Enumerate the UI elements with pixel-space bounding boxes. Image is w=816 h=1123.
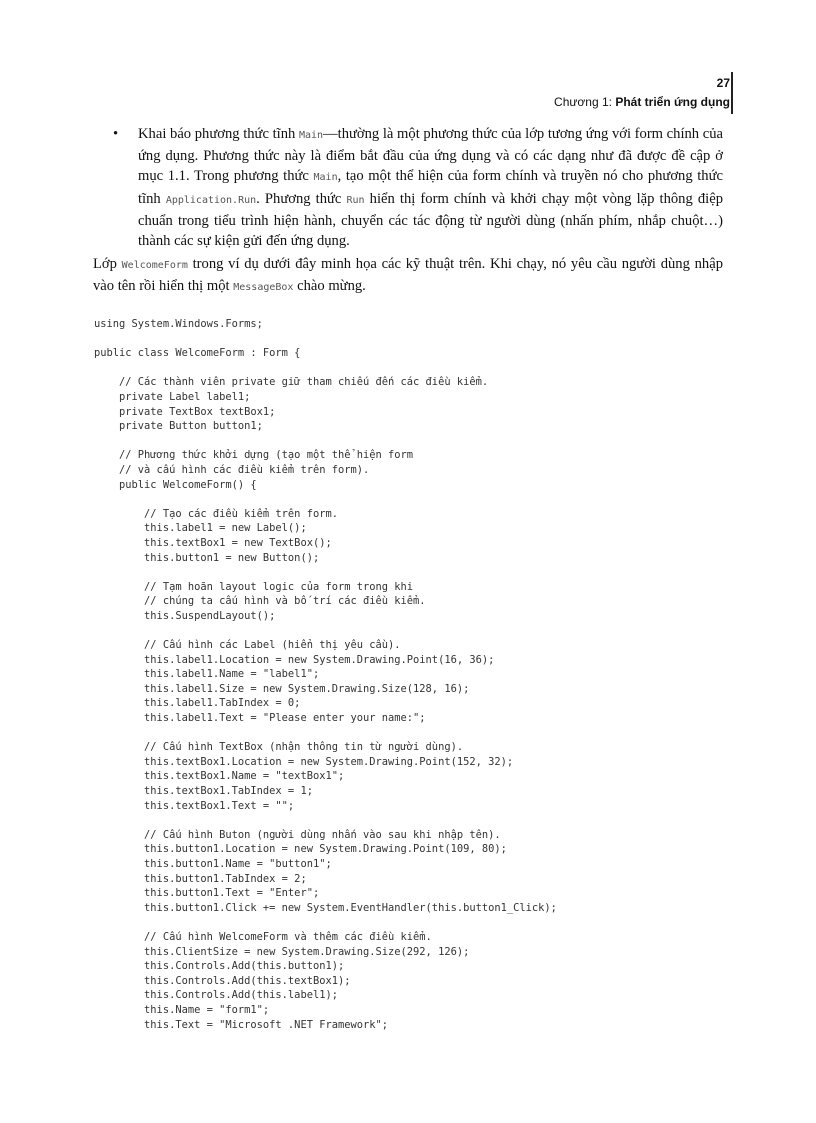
intro-paragraph — [93, 254, 723, 298]
code-line: this.Controls.Add(this.label1); — [94, 989, 338, 1002]
code-line: private TextBox textBox1; — [94, 405, 276, 418]
code-line — [94, 565, 794, 580]
inline-code: Main — [298, 130, 324, 141]
code-line: // Cấu hình Buton (người dùng nhấn vào sau khi nhập tên). — [94, 828, 501, 841]
code-line: this.ClientSize = new System.Drawing.Size(292, 126); — [94, 945, 470, 958]
code-line: this.label1.Size = new System.Drawing.Size(128, 16); — [94, 682, 470, 695]
code-line: this.textBox1.Name = "textBox1"; — [94, 770, 345, 783]
text-run: trong ví dụ dưới đây minh họa các kỹ thuật trên. Khi chạy, nó yêu cầu người dùng nhập vào tên rồi hiển thị một — [93, 256, 723, 295]
code-line — [94, 492, 794, 507]
code-line: this.label1 = new Label(); — [94, 522, 307, 535]
code-line — [94, 434, 794, 449]
code-line: // Cấu hình TextBox (nhận thông tin từ người dùng). — [94, 741, 464, 754]
code-line: this.SuspendLayout(); — [94, 609, 276, 622]
code-line: this.Name = "form1"; — [94, 1003, 270, 1016]
inline-code: WelcomeForm — [121, 260, 188, 272]
code-line: this.Text = "Microsoft .NET Framework"; — [94, 1018, 389, 1031]
code-line: public class WelcomeForm : Form { — [94, 347, 301, 360]
code-line — [94, 813, 794, 828]
code-line: public WelcomeForm() { — [94, 478, 257, 491]
code-line: this.label1.Name = "label1"; — [94, 668, 320, 681]
code-line: this.button1 = new Button(); — [94, 551, 320, 564]
chapter-heading — [554, 93, 730, 112]
text-run: hiển thị form chính và khởi chạy một vòng lặp thông điệp chuẩn trong tiểu trình hiện hành, chuyển các tác động từ người dùng (nhấn phím, nhắp chuột…) thành các sự kiện gửi đến ứng dụng. — [138, 190, 723, 250]
code-line — [94, 726, 794, 741]
text-run: chào mừng. — [293, 278, 366, 295]
code-line: this.Controls.Add(this.button1); — [94, 960, 345, 973]
code-line — [94, 332, 794, 347]
page-number: 27 — [716, 76, 730, 90]
inline-code: Main — [313, 172, 338, 184]
code-listing — [94, 317, 794, 1032]
code-line: this.textBox1.Location = new System.Drawing.Point(152, 32); — [94, 755, 514, 768]
code-line: // Tạm hoãn layout logic của form trong khi — [94, 580, 414, 593]
code-line: private Button button1; — [94, 420, 263, 433]
code-line: // Cấu hình WelcomeForm và thêm các điều kiểm. — [94, 930, 432, 943]
header-divider — [731, 72, 733, 114]
code-line: this.button1.Name = "button1"; — [94, 857, 332, 870]
code-line: this.button1.TabIndex = 2; — [94, 872, 307, 885]
text-run: Khai báo phương thức tĩnh — [138, 126, 299, 142]
code-line — [94, 361, 794, 376]
code-line: private Label label1; — [94, 390, 251, 403]
code-line: // Các thành viên private giữ tham chiếu đến các điều kiểm. — [94, 376, 489, 389]
code-line: // Cấu hình các Label (hiển thị yêu cầu). — [94, 639, 401, 652]
inline-code: MessageBox — [233, 282, 294, 294]
chapter-prefix: Chương 1: — [554, 95, 616, 109]
code-line: this.button1.Text = "Enter"; — [94, 887, 320, 900]
code-line: this.button1.Click += new System.EventHandler(this.button1_Click); — [94, 901, 557, 914]
code-line: this.Controls.Add(this.textBox1); — [94, 974, 351, 987]
text-run: —thường là một phương thức của lớp tương ứng với form chính của ứng dụng. Phương thức này là điểm bắt đầu của ứng dụng và có các dạng như đã được đề cập ở mục 1.1. Trong phương thức — [138, 126, 724, 185]
code-line — [94, 623, 794, 638]
code-line: this.textBox1.Text = ""; — [94, 799, 295, 812]
page-header — [554, 74, 730, 112]
inline-code: Application.Run — [165, 194, 257, 206]
code-line: // Phương thức khởi dựng (tạo một thể hiện form — [94, 449, 414, 462]
code-line: // chúng ta cấu hình và bố trí các điều kiểm. — [94, 595, 426, 608]
body-text — [93, 124, 723, 299]
text-run: . Phương thức — [256, 190, 347, 207]
code-line: this.label1.Text = "Please enter your name:"; — [94, 712, 426, 725]
bullet-item — [93, 124, 723, 251]
code-line: this.textBox1.TabIndex = 1; — [94, 785, 313, 797]
code-line: // và cấu hình các điều kiểm trên form). — [94, 463, 370, 476]
code-line: // Tạo các điều kiểm trên form. — [94, 507, 338, 520]
code-line — [94, 915, 794, 930]
inline-code: Run — [346, 194, 365, 206]
code-line: this.textBox1 = new TextBox(); — [94, 536, 332, 549]
bullet-icon: • — [113, 126, 119, 142]
text-run: , tạo một thể hiện của form chính và truyền nó cho phương thức tĩnh — [138, 168, 723, 207]
code-line: this.label1.TabIndex = 0; — [94, 697, 301, 710]
code-line: using System.Windows.Forms; — [94, 318, 263, 330]
bullet-text — [138, 126, 723, 249]
text-run: Lớp — [93, 256, 122, 273]
code-line: this.label1.Location = new System.Drawing.Point(16, 36); — [94, 653, 495, 666]
code-line: this.button1.Location = new System.Drawing.Point(109, 80); — [94, 843, 507, 856]
chapter-title: Phát triển ứng dụng — [615, 95, 730, 109]
